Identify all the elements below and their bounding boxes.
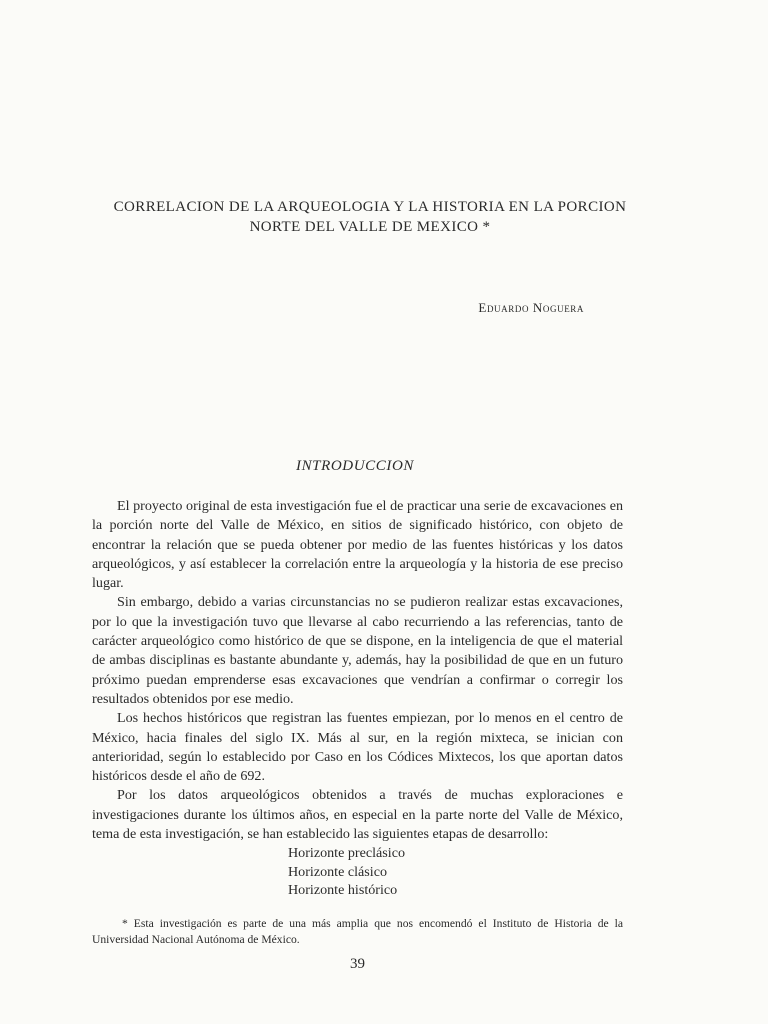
paragraph-4: Por los datos arqueológicos obtenidos a través de muchas exploraciones e investigaciones durante los últimos años, en especial en la parte norte del Valle de México, tema de esta investigación, se han establecido las siguientes etapas de desarrollo: (92, 787, 623, 843)
body-text (92, 497, 623, 900)
section-heading: INTRODUCCION (295, 458, 415, 474)
paragraph-3: Los hechos históricos que registran las fuentes empiezan, por lo menos en el centro de México, hacia finales del siglo IX. Más al sur, en la región mixteca, se inician con anterioridad, según lo establecido por Caso en los Códices Mixtecos, los que aportan datos históricos desde el año de 692. (92, 710, 623, 785)
horizon-item: Horizonte preclásico (288, 845, 406, 862)
author-name: Eduardo Noguera (478, 300, 584, 315)
paragraph-1: El proyecto original de esta investigación fue el de practicar una serie de excavaciones en la porción norte del Valle de México, en sitios de significado histórico, con objeto de encontrar la relación que se pueda obtener por medio de las fuentes históricas y los datos arqueológicos, y así establecer la correlación entre la arqueología y la historia de ese preciso lugar. (92, 498, 623, 592)
horizon-item: Horizonte histórico (288, 882, 398, 899)
horizon-item: Horizonte clásico (288, 863, 388, 880)
article-title (60, 197, 680, 237)
title-line-2: NORTE DEL VALLE DE MEXICO * (249, 219, 491, 235)
title-line-1: CORRELACION DE LA ARQUEOLOGIA Y LA HISTORIA EN LA PORCION (113, 199, 627, 215)
horizon-list (92, 844, 623, 900)
footnote: * Esta investigación es parte de una más amplia que nos encomendó el Instituto de Historia de la Universidad Nacional Autónoma de México. (92, 917, 623, 946)
page-number: 39 (350, 956, 365, 972)
paragraph-2: Sin embargo, debido a varias circunstancias no se pudieron realizar estas excavaciones, por lo que la investigación tuvo que llevarse al cabo recurriendo a las referencias, tanto de carácter arqueológico como histórico de que se dispone, en la inteligencia de que el material de ambas disciplinas es bastante abundante y, además, hay la posibilidad de que en un futuro próximo puedan emprenderse esas excavaciones que vendrían a confirmar o corregir los resultados obtenidos por ese medio. (92, 594, 623, 707)
